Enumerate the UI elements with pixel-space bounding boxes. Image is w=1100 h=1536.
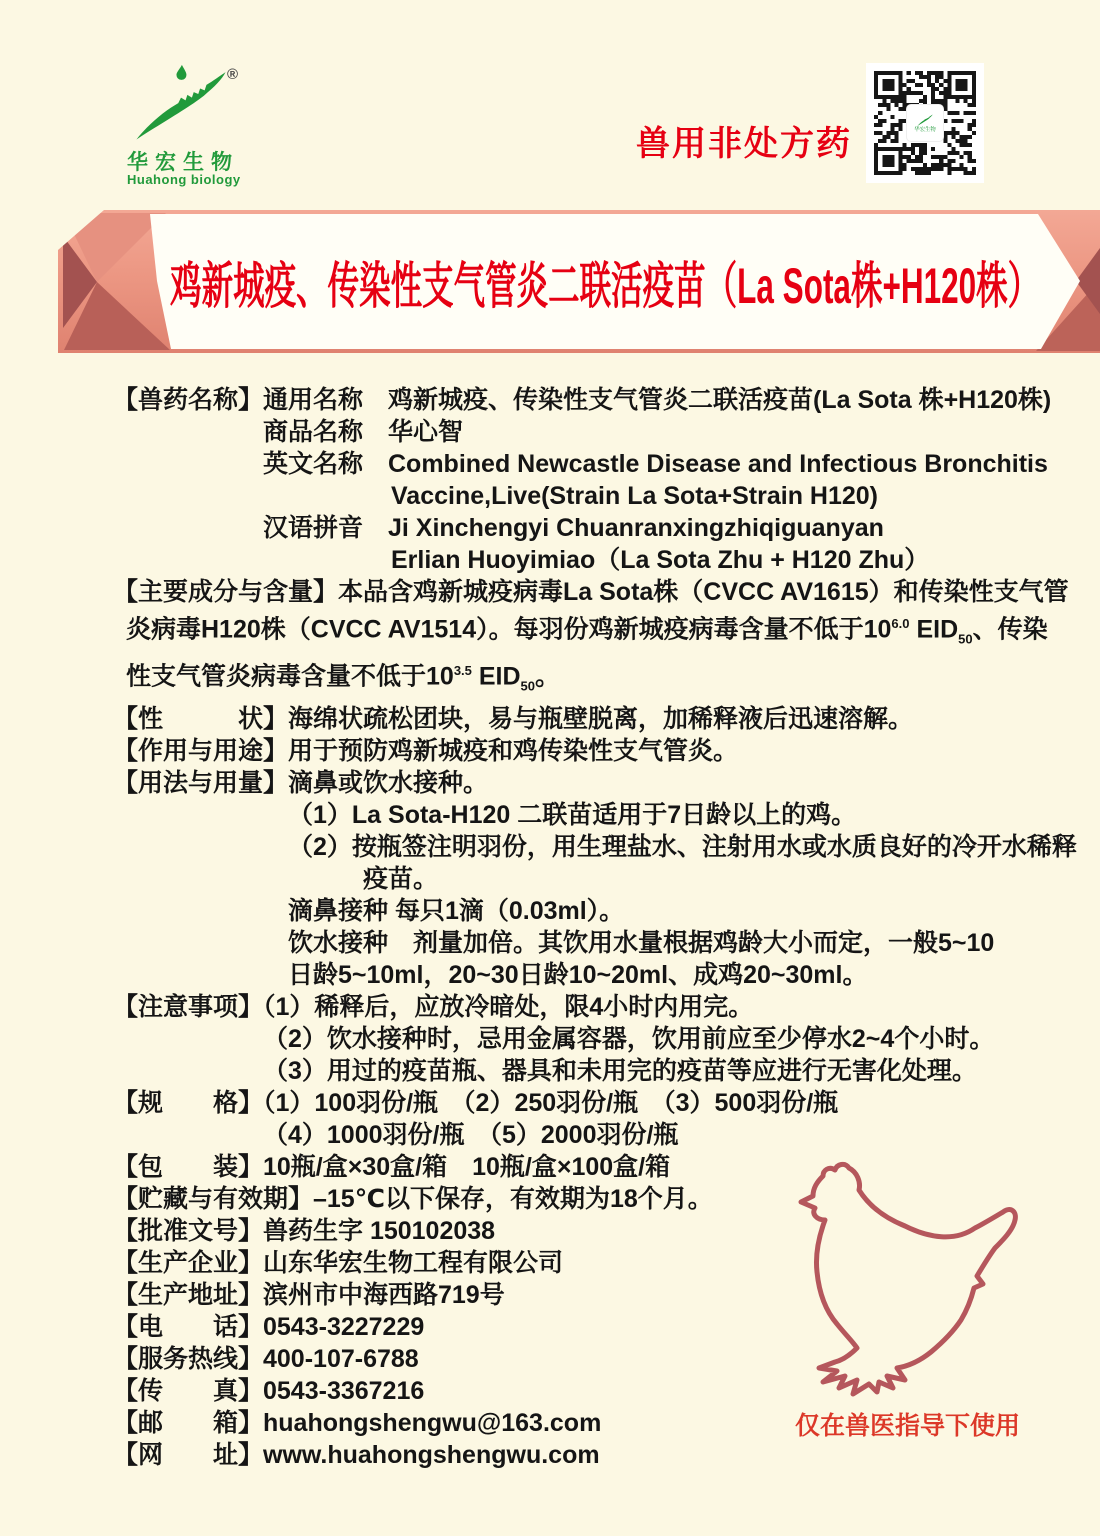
leaf-logo-icon <box>915 113 935 127</box>
line-approval-number: 【批准文号】兽药生字 150102038 <box>113 1216 496 1245</box>
veterinary-guidance-caution: 仅在兽医指导下使用 <box>795 1412 1021 1440</box>
chicken-outline-drawing <box>793 1156 1023 1406</box>
usage-item-2-cont: 疫苗。 <box>363 864 439 893</box>
precaution-3: （3）用过的疫苗瓶、器具和未用完的疫苗等应进行无害化处理。 <box>263 1056 977 1085</box>
registered-trademark-icon: ® <box>227 66 239 83</box>
line-english-name-1: 英文名称 Combined Newcastle Disease and Infectious Bronchitis <box>263 450 1048 478</box>
leaf-logo-icon <box>131 62 231 146</box>
otc-designation-label: 兽用非处方药 <box>636 125 852 163</box>
qr-code <box>866 63 984 183</box>
banner-title-wrap <box>160 210 1050 353</box>
line-description: 【性 状】海绵状疏松团块，易与瓶壁脱离，加稀释液后迅速溶解。 <box>113 704 914 733</box>
composition-2-superscript: 6.0 <box>891 616 910 631</box>
line-composition-3 <box>126 655 1073 702</box>
qr-center-badge <box>907 105 943 141</box>
line-trade-name: 商品名称 华心智 <box>263 418 464 446</box>
qr-badge-caption: 华宏生物 <box>914 126 936 133</box>
usage-nasal-drip: 滴鼻接种 每只1滴（0.03ml）。 <box>288 896 625 925</box>
line-specifications-2: （4）1000羽份/瓶 （5）2000羽份/瓶 <box>263 1120 679 1149</box>
title-banner <box>0 210 1100 353</box>
precaution-2: （2）饮水接种时，忌用金属容器，饮用前应至少停水2~4个小时。 <box>263 1024 995 1053</box>
line-phone: 【电 话】0543-3227229 <box>113 1312 425 1341</box>
composition-2-text: 炎病毒H120株（CVCC AV1514）。每羽份鸡新城疫病毒含量不低于10 <box>126 615 892 644</box>
line-english-name-2: Vaccine,Live(Strain La Sota+Strain H120) <box>391 482 878 510</box>
composition-3-text: 性支气管炎病毒含量不低于10 <box>126 662 454 691</box>
composition-2-subscript: 50 <box>958 631 973 647</box>
line-indications: 【作用与用途】用于预防鸡新城疫和鸡传染性支气管炎。 <box>113 736 739 765</box>
usage-drinking-water: 饮水接种 剂量加倍。其饮用水量根据鸡龄大小而定，一般5~10 <box>288 928 995 957</box>
composition-2-eid: EID <box>909 615 959 644</box>
usage-item-1: （1）La Sota-H120 二联苗适用于7日龄以上的鸡。 <box>288 800 857 829</box>
line-email: 【邮 箱】huahongshengwu@163.com <box>113 1408 602 1437</box>
line-hotline: 【服务热线】400-107-6788 <box>113 1344 419 1373</box>
logo-name-chinese: 华宏生物 <box>127 151 239 174</box>
company-logo <box>125 60 275 195</box>
line-storage-validity: 【贮藏与有效期】–15℃以下保存，有效期为18个月。 <box>113 1184 713 1213</box>
product-title: 鸡新城疫、传染性支气管炎二联活疫苗（La Sota株+H120株） <box>170 257 1040 314</box>
line-website: 【网 址】www.huahongshengwu.com <box>113 1440 600 1469</box>
composition-3-eid: EID <box>471 662 521 691</box>
composition-3-tail: 。 <box>534 662 560 691</box>
composition-2-tail: 、传染 <box>972 615 1048 644</box>
line-composition-2 <box>126 608 1073 655</box>
line-packaging: 【包 装】10瓶/盒×30盒/箱 10瓶/盒×100盒/箱 <box>113 1152 671 1181</box>
line-pinyin-2: Erlian Huoyimiao（La Sota Zhu + H120 Zhu） <box>391 546 930 574</box>
line-fax: 【传 真】0543-3367216 <box>113 1376 425 1405</box>
line-manufacturer: 【生产企业】山东华宏生物工程有限公司 <box>113 1248 564 1277</box>
line-address: 【生产地址】滨州市中海西路719号 <box>113 1280 505 1309</box>
line-drug-name: 【兽药名称】通用名称 鸡新城疫、传染性支气管炎二联活疫苗(La Sota 株+H120株) <box>113 386 1052 414</box>
usage-item-2: （2）按瓶签注明羽份，用生理盐水、注射用水或水质良好的冷开水稀释 <box>288 832 1077 861</box>
line-precautions-1: 【注意事项】（1）稀释后，应放冷暗处，限4小时内用完。 <box>113 992 754 1021</box>
composition-3-subscript: 50 <box>520 678 535 694</box>
line-usage: 【用法与用量】滴鼻或饮水接种。 <box>113 768 489 797</box>
line-specifications-1: 【规 格】（1）100羽份/瓶 （2）250羽份/瓶 （3）500羽份/瓶 <box>113 1088 839 1117</box>
logo-name-english: Huahong biology <box>127 172 241 187</box>
composition-3-superscript: 3.5 <box>453 663 472 679</box>
usage-drinking-water-cont: 日龄5~10ml，20~30日龄10~20ml、成鸡20~30ml。 <box>288 960 868 989</box>
line-composition-1: 【主要成分与含量】本品含鸡新城疫病毒La Sota株（CVCC AV1615）和传染性支气管 <box>113 578 1069 606</box>
line-pinyin-1: 汉语拼音 Ji Xinchengyi Chuanranxingzhiqiguanyan <box>263 514 884 542</box>
